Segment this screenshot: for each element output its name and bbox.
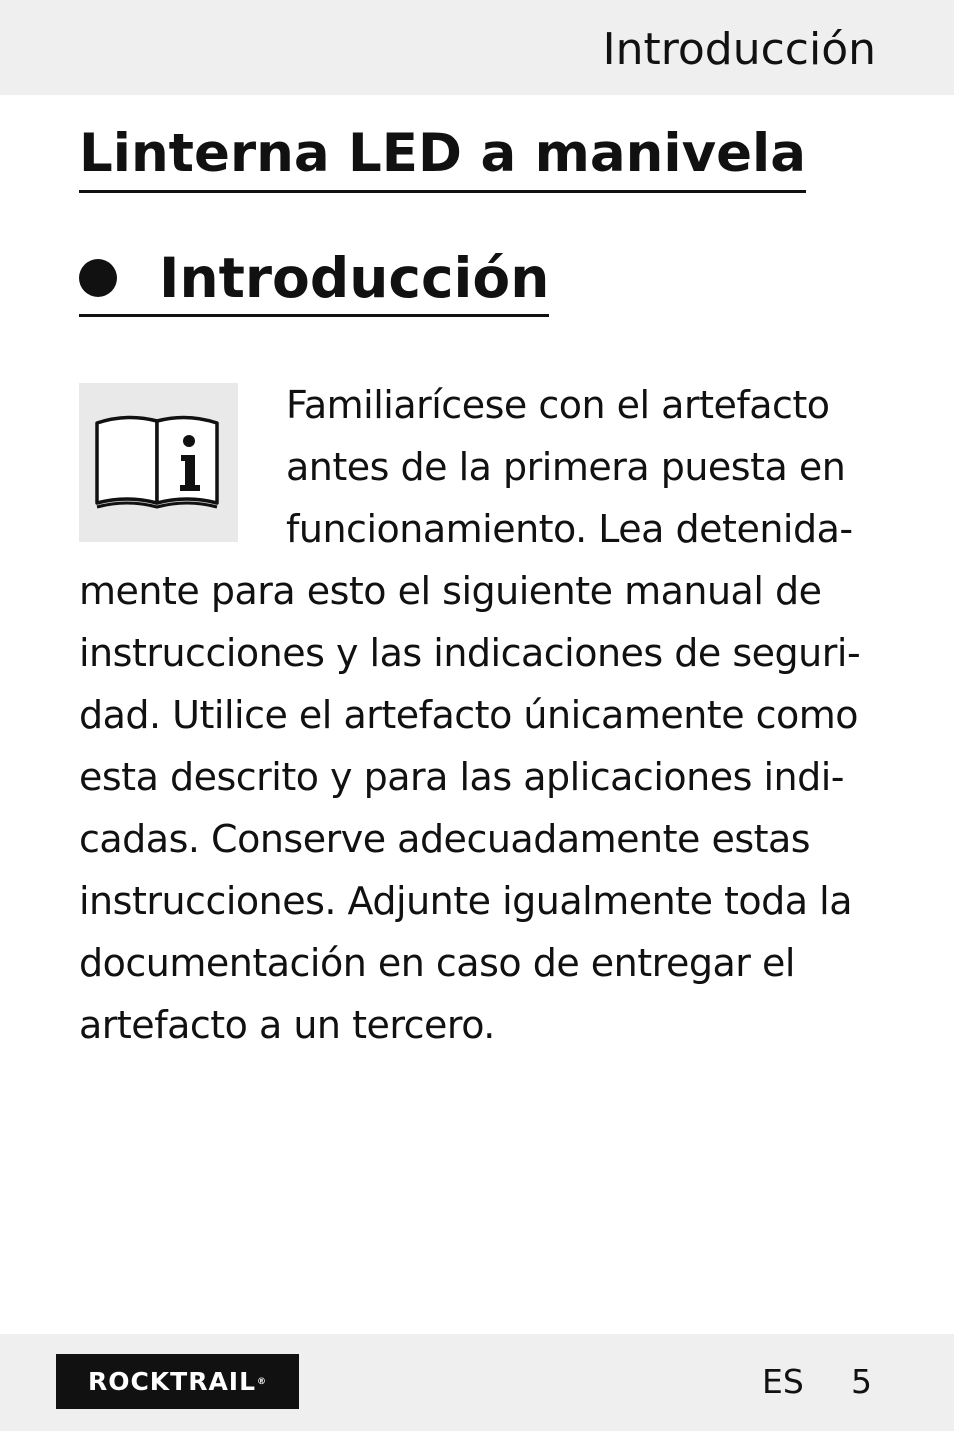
paragraph-line: mente para esto el siguiente manual de [79,569,822,613]
language-code: ES [762,1362,804,1401]
paragraph-line: documentación en caso de entregar el [79,941,795,985]
registered-mark: ® [257,1376,268,1387]
page-number: 5 [851,1362,872,1401]
paragraph-line: funcionamiento. Lea detenida- [286,507,853,551]
paragraph-line: Familiarícese con el artefacto [286,383,830,427]
running-header-title: Introducción [602,24,876,75]
section-heading-text: Introducción [159,246,550,310]
paragraph-line: antes de la primera puesta en [286,445,846,489]
section-heading [79,246,549,317]
header-band [0,0,954,95]
paragraph-line: dad. Utilice el artefacto únicamente como [79,693,859,737]
paragraph-line: esta descrito y para las aplicaciones indi- [79,755,844,799]
brand-logo [56,1354,299,1409]
brand-logo-text: ROCKTRAIL [87,1367,257,1396]
paragraph-line: artefacto a un tercero. [79,1003,495,1047]
introduction-paragraph [79,374,879,1056]
paragraph-line: cadas. Conserve adecuadamente estas [79,817,811,861]
document-title: Linterna LED a manivela [79,122,806,193]
paragraph-line: instrucciones. Adjunte igualmente toda la [79,879,853,923]
paragraph-line: instrucciones y las indicaciones de seguri- [79,631,861,675]
bullet-dot-icon [79,259,117,297]
